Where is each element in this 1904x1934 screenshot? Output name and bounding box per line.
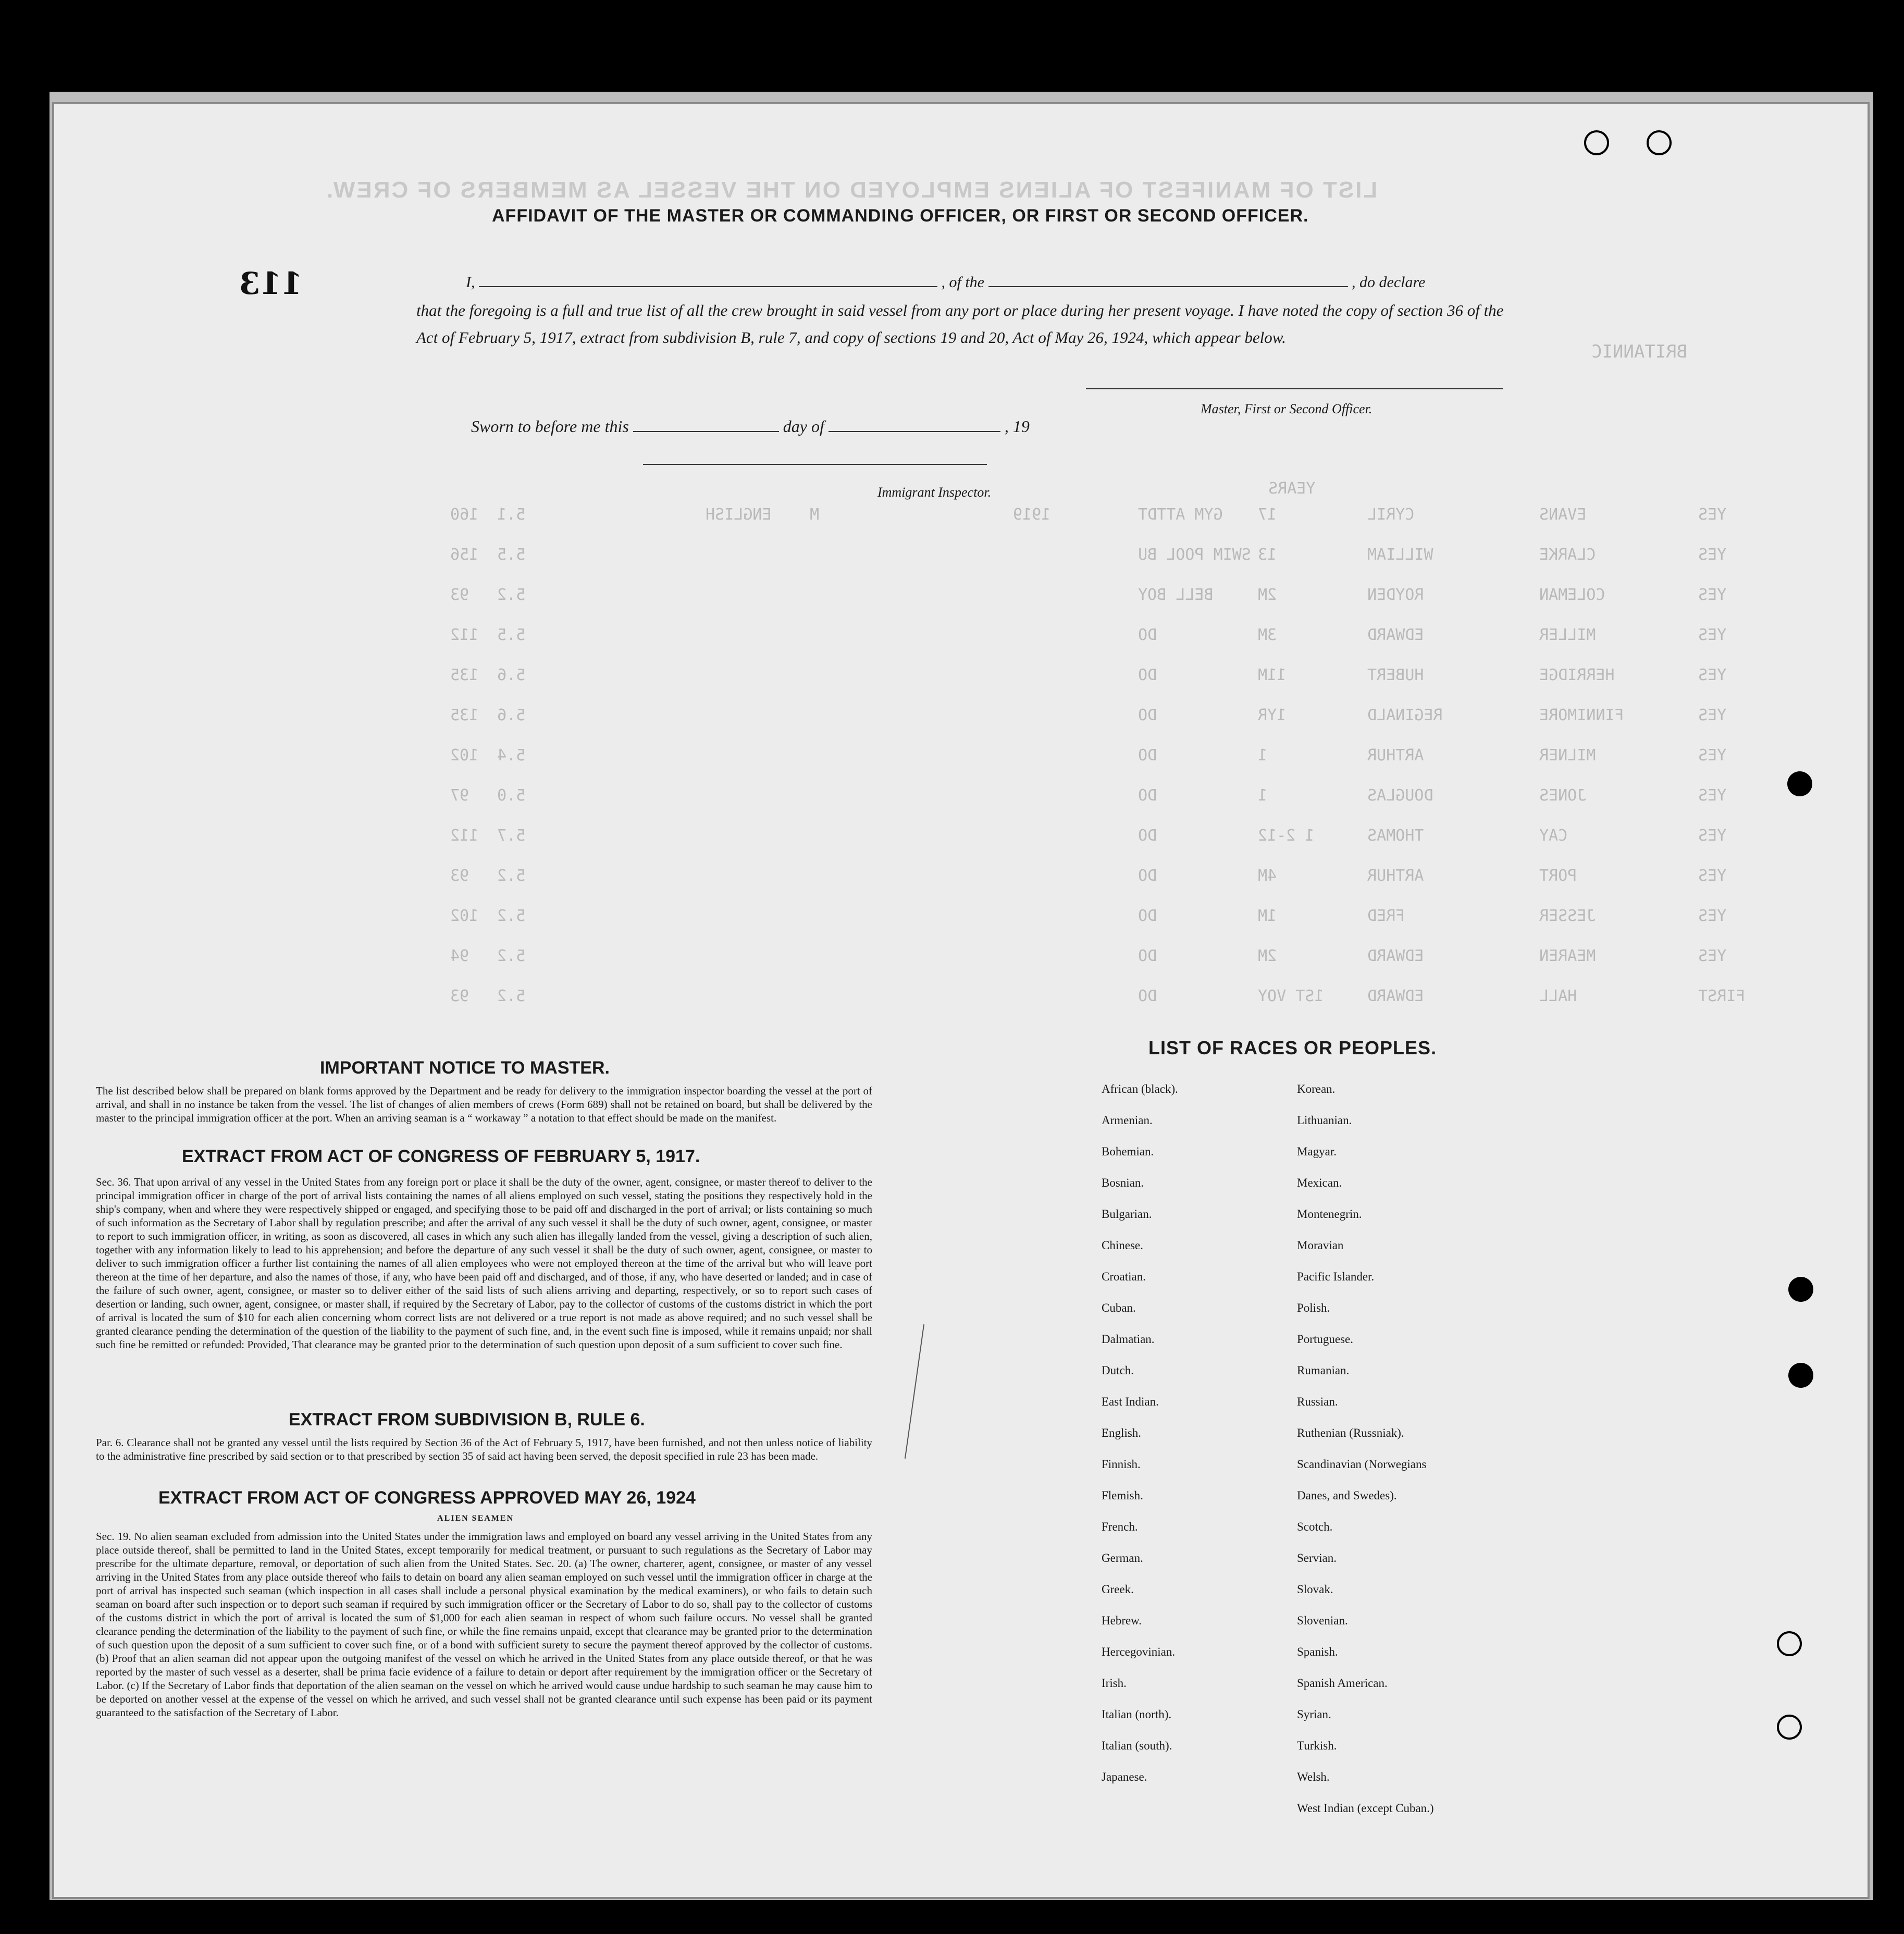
- bleed-through-cell: 1: [1258, 786, 1268, 805]
- bleed-through-cell: YES: [1698, 666, 1727, 684]
- race-item: Italian (north).: [1102, 1708, 1172, 1721]
- bleed-through-cell: YES: [1698, 786, 1727, 805]
- races-right-column: [1297, 1074, 1434, 1824]
- affidavit-text: that the foregoing is a full and true list of all the crew brought in said vessel from any port or place during her present voyage. I have noted the copy of section 36 of the Act of February 5, 1917, extract from subdivision B, rule 7, and copy of sections 19 and 20, Act of May 26, 1924, which appear below.: [416, 301, 1504, 347]
- race-item: Bohemian.: [1102, 1145, 1154, 1158]
- bleed-through-cell: 5.2: [497, 907, 526, 925]
- bleed-through-cell: 1: [1258, 746, 1268, 765]
- punch-hole: [1787, 771, 1812, 796]
- race-item: Danes, and Swedes).: [1297, 1489, 1397, 1502]
- race-item: English.: [1102, 1426, 1142, 1439]
- race-item: Japanese.: [1102, 1770, 1147, 1783]
- bleed-through-cell: EDWARD: [1367, 987, 1424, 1005]
- bleed-through-cell: YES: [1698, 546, 1727, 564]
- bleed-through-cell: 5.2: [497, 586, 526, 604]
- bleed-through-cell: 2M: [1258, 947, 1277, 965]
- race-item: Rumanian.: [1297, 1364, 1350, 1377]
- race-item: Slovak.: [1297, 1583, 1333, 1596]
- sworn-prefix: Sworn to before me this: [471, 417, 629, 436]
- race-item: Italian (south).: [1102, 1739, 1172, 1752]
- bleed-through-cell: WILLIAM: [1367, 546, 1433, 564]
- bleed-through-cell: MEAREN: [1539, 947, 1596, 965]
- race-item: Magyar.: [1297, 1145, 1337, 1158]
- declare-i: I,: [466, 274, 475, 291]
- bleed-through-cell: CYRIL: [1367, 506, 1415, 524]
- race-item: Irish.: [1102, 1677, 1127, 1690]
- bleed-through-cell: 17: [1258, 506, 1277, 524]
- bleed-through-cell: DO: [1138, 987, 1157, 1005]
- bleed-through-cell: JESSER: [1539, 907, 1596, 925]
- bleed-through-cell: CLARKE: [1539, 546, 1596, 564]
- extract-rule6-text: Par. 6. Clearance shall not be granted any vessel until the lists required by Section 36 of the Act of February 5, 1917, have been furnished, and not then unless notice of liability to the administrative fine prescribed by said section or to that prescribed by section 35 of said act having been served, the deposit specified in rule 23 has been made.: [96, 1436, 872, 1462]
- race-item: Greek.: [1102, 1583, 1134, 1596]
- race-item: Ruthenian (Russniak).: [1297, 1426, 1404, 1439]
- bleed-through-cell: EDWARD: [1367, 626, 1424, 644]
- bleed-through-cell: DO: [1138, 746, 1157, 765]
- bleed-through-cell: SWIM POOL BU: [1138, 546, 1251, 564]
- race-item: Croatian.: [1102, 1270, 1146, 1283]
- race-item: Mexican.: [1297, 1176, 1342, 1189]
- bleed-through-cell: YES: [1698, 907, 1727, 925]
- race-item: East Indian.: [1102, 1395, 1159, 1408]
- bleed-through-cell: 4M: [1258, 867, 1277, 885]
- bleed-through-cell: 112: [450, 827, 479, 845]
- bleed-through-cell: 1919: [1013, 506, 1051, 524]
- race-item: Hebrew.: [1102, 1614, 1142, 1627]
- bleed-through-cell: THOMAS: [1367, 827, 1424, 845]
- notice-text: The list described below shall be prepared on blank forms approved by the Department and be ready for delivery to the immigration inspector boarding the vessel at the port of arrival, and shall in no instance be taken from the vessel. The list of changes of alien members of crews (Form 689) shall not be retained on board, but shall be delivered by the master to the principal immigration officer at the port. When an arriving seaman is a “ workaway ” a notation to that effect should be made on the manifest.: [96, 1085, 872, 1124]
- bleed-through-cell: FINNIMORE: [1539, 706, 1624, 724]
- punch-hole-open: [1647, 130, 1672, 155]
- bleed-through-cell: 5.2: [497, 947, 526, 965]
- bleed-through-cell: GYM ATTDT: [1138, 506, 1223, 524]
- bleed-through-cell: CAY: [1539, 827, 1568, 845]
- bleed-through-cell: YES: [1698, 706, 1727, 724]
- declare-of-the: , of the: [941, 274, 984, 291]
- race-item: Russian.: [1297, 1395, 1338, 1408]
- bleed-through-cell: HUBERT: [1367, 666, 1424, 684]
- bleed-through-cell: DO: [1138, 626, 1157, 644]
- extract-1917-title: EXTRACT FROM ACT OF CONGRESS OF FEBRUARY 5, 1917.: [182, 1147, 700, 1166]
- race-item: Finnish.: [1102, 1458, 1141, 1471]
- bleed-through-cell: PORT: [1539, 867, 1577, 885]
- master-signature-line[interactable]: [1086, 388, 1503, 389]
- bleed-through-cell: 94: [450, 947, 469, 965]
- bleed-through-cell: YES: [1698, 947, 1727, 965]
- race-item: Dutch.: [1102, 1364, 1134, 1377]
- punch-hole-open: [1777, 1631, 1802, 1656]
- bleed-through-cell: MILLER: [1539, 626, 1596, 644]
- race-item: African (black).: [1102, 1082, 1178, 1095]
- race-item: Scotch.: [1297, 1520, 1333, 1533]
- race-item: Servian.: [1297, 1551, 1337, 1565]
- bleed-through-cell: YES: [1698, 586, 1727, 604]
- bleed-through-cell: YES: [1698, 867, 1727, 885]
- bleed-through-cell: DOUGLAS: [1367, 786, 1433, 805]
- bleed-through-cell: MILNER: [1539, 746, 1596, 765]
- bleed-through-title: LIST OF MANIFEST OF ALIENS EMPLOYED ON THE VESSEL AS MEMBERS OF CREW.: [325, 177, 1378, 203]
- bleed-through-cell: 5.1: [497, 506, 526, 524]
- race-item: Korean.: [1297, 1082, 1336, 1095]
- race-item: Lithuanian.: [1297, 1114, 1352, 1127]
- bleed-through-cell: 5.2: [497, 987, 526, 1005]
- bleed-through-cell: 5.2: [497, 867, 526, 885]
- race-item: Spanish.: [1297, 1645, 1338, 1658]
- bleed-through-cell: 5.0: [497, 786, 526, 805]
- bleed-through-cell: 5.5: [497, 546, 526, 564]
- bleed-through-cell: 160: [450, 506, 479, 524]
- bleed-through-cell: FIRST: [1698, 987, 1746, 1005]
- bleed-through-vessel: BRITANNIC: [1591, 341, 1688, 362]
- bleed-through-cell: EVANS: [1539, 506, 1587, 524]
- sworn-month-blank[interactable]: [829, 427, 1000, 432]
- punch-hole-open: [1777, 1715, 1802, 1740]
- notice-title: IMPORTANT NOTICE TO MASTER.: [320, 1058, 610, 1078]
- bleed-through-cell: JONES: [1539, 786, 1587, 805]
- race-item: Welsh.: [1297, 1770, 1330, 1783]
- vessel-name-blank[interactable]: [988, 282, 1348, 287]
- affidavit-declaration-line: [466, 274, 1508, 291]
- race-item: Bulgarian.: [1102, 1208, 1152, 1221]
- bleed-through-cell: REGINALD: [1367, 706, 1443, 724]
- extract-1924-subtitle: ALIEN SEAMEN: [437, 1514, 514, 1523]
- punch-hole-open: [1584, 130, 1609, 155]
- bleed-through-cell: 5.5: [497, 626, 526, 644]
- race-item: Pacific Islander.: [1297, 1270, 1375, 1283]
- bleed-through-cell: 135: [450, 666, 479, 684]
- bleed-through-cell: HERRIDGE: [1539, 666, 1615, 684]
- bleed-through-cell: FRED: [1367, 907, 1405, 925]
- extract-rule6-title: EXTRACT FROM SUBDIVISION B, RULE 6.: [289, 1410, 645, 1430]
- sworn-day-label: day of: [783, 417, 824, 436]
- punch-hole: [1788, 1363, 1813, 1388]
- bleed-through-cell: 135: [450, 706, 479, 724]
- sworn-day-blank[interactable]: [633, 427, 779, 432]
- races-left-column: [1102, 1074, 1178, 1793]
- inspector-signature-line[interactable]: [643, 464, 987, 465]
- extract-1924-title: EXTRACT FROM ACT OF CONGRESS APPROVED MAY 26, 1924: [158, 1488, 696, 1508]
- bleed-through-cell: 97: [450, 786, 469, 805]
- master-label: Master, First or Second Officer.: [1201, 401, 1373, 416]
- declare-end: , do declare: [1352, 274, 1426, 291]
- race-item: Montenegrin.: [1297, 1208, 1362, 1221]
- affidavit-title: AFFIDAVIT OF THE MASTER OR COMMANDING OFFICER, OR FIRST OR SECOND OFFICER.: [492, 206, 1309, 226]
- sworn-line: [471, 417, 1030, 436]
- race-item: Hercegovinian.: [1102, 1645, 1176, 1658]
- bleed-through-cell: 102: [450, 746, 479, 765]
- bleed-through-years: YEARS: [1268, 479, 1316, 498]
- document-page: [54, 104, 1868, 1897]
- stamp-number: 113: [239, 266, 303, 301]
- bleed-through-cell: DO: [1138, 907, 1157, 925]
- bleed-through-cell: 93: [450, 987, 469, 1005]
- bleed-through-cell: YES: [1698, 827, 1727, 845]
- bleed-through-cell: ARTHUR: [1367, 746, 1424, 765]
- bleed-through-cell: YES: [1698, 746, 1727, 765]
- bleed-through-cell: YES: [1698, 506, 1727, 524]
- bleed-through-cell: COLEMAN: [1539, 586, 1605, 604]
- master-name-blank[interactable]: [479, 282, 937, 287]
- bleed-through-cell: DO: [1138, 827, 1157, 845]
- bleed-through-cell: 102: [450, 907, 479, 925]
- bleed-through-cell: 93: [450, 586, 469, 604]
- bleed-through-cell: BELL BOY: [1138, 586, 1214, 604]
- bleed-through-cell: 5.4: [497, 746, 526, 765]
- race-item: Syrian.: [1297, 1708, 1331, 1721]
- race-item: Turkish.: [1297, 1739, 1337, 1752]
- bleed-through-cell: EDWARD: [1367, 947, 1424, 965]
- races-title: LIST OF RACES OR PEOPLES.: [1148, 1037, 1437, 1058]
- bleed-through-cell: 2M: [1258, 586, 1277, 604]
- race-item: French.: [1102, 1520, 1138, 1533]
- race-item: Bosnian.: [1102, 1176, 1144, 1189]
- race-item: Flemish.: [1102, 1489, 1143, 1502]
- race-item: Dalmatian.: [1102, 1333, 1155, 1346]
- bleed-through-cell: DO: [1138, 666, 1157, 684]
- bleed-through-cell: 5.7: [497, 827, 526, 845]
- extract-1917-text: Sec. 36. That upon arrival of any vessel in the United States from any foreign port or place it shall be the duty of the owner, agent, consignee, or master thereof to deliver to the principal immigration officer in charge of the port of arrival lists containing the names of all aliens employed on such vessel, stating the positions they respectively hold in the ship's company, when and where they were respectively shipped or engaged, and specifying those to be paid off and discharged in the port of arrival; or lists containing so much of such information as the Secretary of Labor shall by regulation prescribe; and after the arrival of any such vessel it shall be the duty of such owner, agent, consignee, or master to report to such immigration officer, in writing, as soon as discovered, all cases in which any such alien has illegally landed from the vessel, giving a description of such alien, together with any information likely to lead to his apprehension; and before the departure of any such vessel it shall be the duty of such owner, agent, consignee, or master to deliver to such immigration officer a further list containing the names of all alien employees who were not employed thereon at the time of the arrival but who will leave port thereon at the time of her departure, and also the names of those, if any, who have been paid off and discharged, and of those, if any, who have deserted or landed; and in case of the failure of such owner, agent, consignee, or master so to deliver either of the said lists of such aliens arriving and departing, respectively, or so to report such cases of desertion or landing, such owner, agent, consignee, or master shall, if required by the Secretary of Labor, pay to the collector of customs of the customs district in which the port of arrival is located the sum of $10 for each alien concerning whom correct lists are not delivered or a true report is not made as above required; and no such vessel shall be granted clearance pending the determination of the question of the liability to the payment of such fine, and, in the event such fine is imposed, while it remains unpaid; nor shall such fine be remitted or refunded: Provided, That clearance may be granted prior to the determination of such question upon deposit of a sum sufficient to cover such fine.: [96, 1176, 872, 1351]
- race-item: West Indian (except Cuban.): [1297, 1802, 1434, 1815]
- bleed-through-cell: 13: [1258, 546, 1277, 564]
- race-item: Chinese.: [1102, 1239, 1143, 1252]
- bleed-through-cell: 1M: [1258, 907, 1277, 925]
- bleed-through-cell: HALL: [1539, 987, 1577, 1005]
- bleed-through-cell: 1 2-12: [1258, 827, 1315, 845]
- sworn-year: , 19: [1004, 417, 1030, 436]
- bleed-through-cell: ENGLISH: [706, 506, 772, 524]
- bleed-through-cell: 156: [450, 546, 479, 564]
- bleed-through-cell: DO: [1138, 947, 1157, 965]
- race-item: German.: [1102, 1551, 1143, 1565]
- race-item: Armenian.: [1102, 1114, 1153, 1127]
- bleed-through-cell: YES: [1698, 626, 1727, 644]
- bleed-through-cell: DO: [1138, 706, 1157, 724]
- race-item: Moravian: [1297, 1239, 1344, 1252]
- bleed-through-cell: 11M: [1258, 666, 1287, 684]
- bleed-through-cell: 3M: [1258, 626, 1277, 644]
- bleed-through-cell: 1YR: [1258, 706, 1287, 724]
- race-item: Polish.: [1297, 1301, 1330, 1314]
- race-item: Portuguese.: [1297, 1333, 1353, 1346]
- bleed-through-cell: 93: [450, 867, 469, 885]
- race-item: Scandinavian (Norwegians: [1297, 1458, 1427, 1471]
- punch-hole: [1788, 1277, 1813, 1302]
- bleed-through-cell: DO: [1138, 786, 1157, 805]
- bleed-through-cell: M: [810, 506, 820, 524]
- bleed-through-cell: 1ST VOY: [1258, 987, 1324, 1005]
- bleed-through-cell: 5.6: [497, 666, 526, 684]
- inspector-label: Immigrant Inspector.: [877, 485, 992, 500]
- race-item: Spanish American.: [1297, 1677, 1388, 1690]
- bleed-through-cell: 112: [450, 626, 479, 644]
- bleed-through-cell: ARTHUR: [1367, 867, 1424, 885]
- race-item: Cuban.: [1102, 1301, 1136, 1314]
- bleed-through-cell: 5.6: [497, 706, 526, 724]
- race-item: Slovenian.: [1297, 1614, 1348, 1627]
- paper-fold: [905, 1324, 924, 1459]
- bleed-through-cell: DO: [1138, 867, 1157, 885]
- extract-1924-text: Sec. 19. No alien seaman excluded from admission into the United States under the immigration laws and employed on board any vessel arriving in the United States from any place outside thereof, shall be permitted to land in the United States, except temporarily for medical treatment, or pursuant to such regulations as the Secretary of Labor may prescribe for the ultimate departure, removal, or deportation of such alien from the United States. Sec. 20. (a) The owner, charterer, agent, consignee, or master of any vessel arriving in the United States from any place outside thereof who fails to detain on board any alien seaman employed on such vessel until the immigration officer in charge at the port of arrival has inspected such seaman (which inspection in all cases shall include a personal physical examination by the medical examiners), or who fails to detain such seaman on board after such inspection or to deport such seaman if required by such immigration officer or the Secretary of Labor to do so, shall pay to the collector of customs of the customs district in which the port of arrival is located the sum of $1,000 for each alien seaman in respect of whom such failure occurs. No vessel shall be granted clearance pending the determination of the liability to the payment of such fine, or while the fine remains unpaid, except that clearance may be granted prior to the determination of such question upon the deposit of a sum sufficient to cover such fine, or of a bond with sufficient surety to secure the payment thereof approved by the collector of customs. (b) Proof that an alien seaman did not appear upon the outgoing manifest of the vessel on which he arrived in the United States from any place outside thereof, or that he was reported by the master of such vessel as a deserter, shall be prima facie evidence of a failure to detain or deport after requirement by the immigration officer or the Secretary of Labor. (c) If the Secretary of Labor finds that deportation of the alien seaman on the vessel on which he arrived would cause undue hardship to such seaman he may cause him to be deported on another vessel at the expense of the vessel on which he arrived, and such vessel shall not be granted clearance until such expense has been paid or its payment guaranteed to the satisfaction of the Secretary of Labor.: [96, 1530, 872, 1719]
- bleed-through-cell: ROYDEN: [1367, 586, 1424, 604]
